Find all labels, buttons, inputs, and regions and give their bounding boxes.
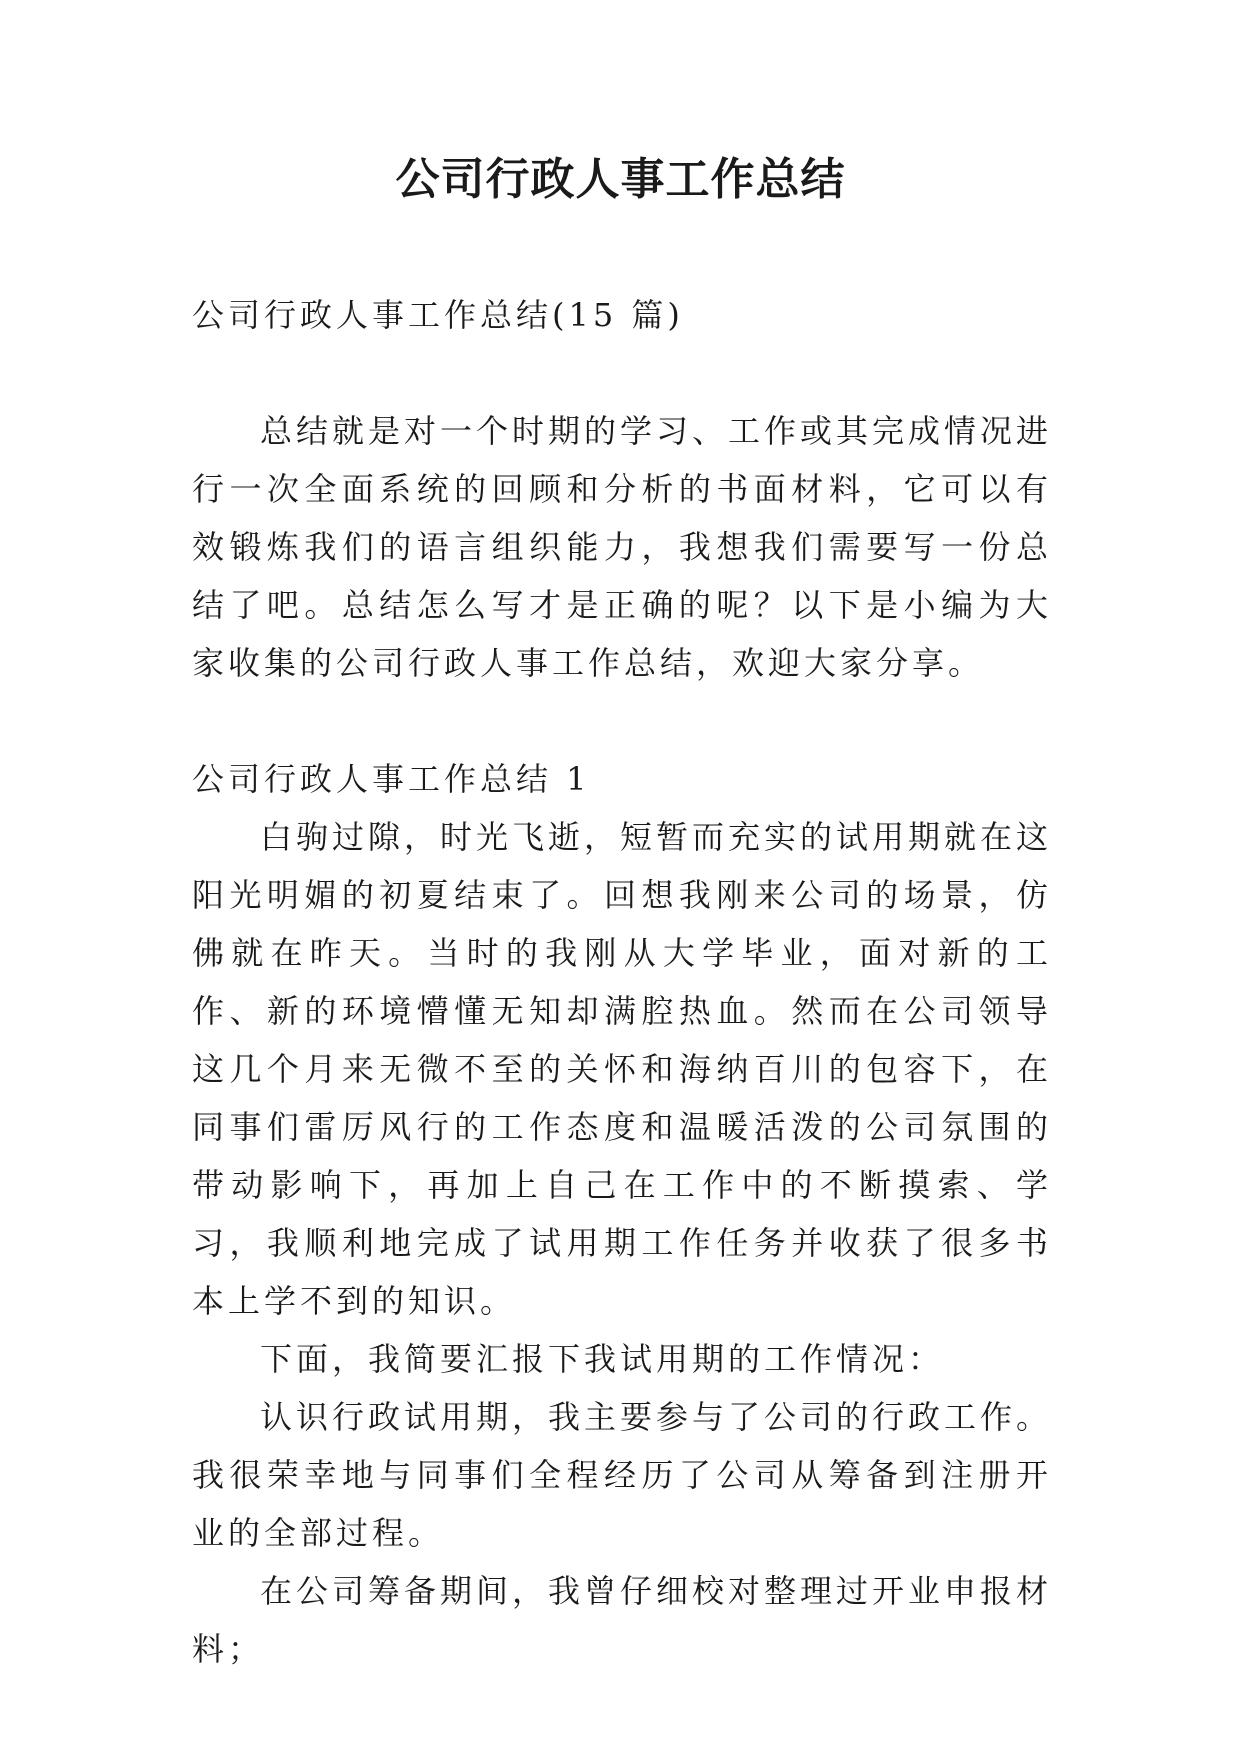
intro-paragraph: 总结就是对一个时期的学习、工作或其完成情况进行一次全面系统的回顾和分析的书面材料，它可以有效锻炼我们的语言组织能力，我想我们需要写一份总结了吧。总结怎么写才是正确的呢？以下是小编为大家收集的公司行政人事工作总结，欢迎大家分享。 [192, 412, 1053, 682]
section1-paragraph-2: 下面，我简要汇报下我试用期的工作情况： [260, 1340, 945, 1378]
section1-paragraph-4: 在公司筹备期间，我曾仔细校对整理过开业申报材料； [192, 1572, 1053, 1668]
document-subtitle: 公司行政人事工作总结(15 篇) [192, 296, 684, 334]
document-body [192, 286, 1052, 1678]
section-heading-1: 公司行政人事工作总结 1 [192, 760, 591, 798]
section1-paragraph-3: 认识行政试用期，我主要参与了公司的行政工作。我很荣幸地与同事们全程经历了公司从筹备到注册开业的全部过程。 [192, 1398, 1053, 1552]
section1-paragraph-1: 白驹过隙，时光飞逝，短暂而充实的试用期就在这阳光明媚的初夏结束了。回想我刚来公司的场景，仿佛就在昨天。当时的我刚从大学毕业，面对新的工作、新的环境懵懂无知却满腔热血。然而在公司领导这几个月来无微不至的关怀和海纳百川的包容下，在同事们雷厉风行的工作态度和温暖活泼的公司氛围的带动影响下，再加上自己在工作中的不断摸索、学习，我顺利地完成了试用期工作任务并收获了很多书本上学不到的知识。 [192, 818, 1053, 1320]
document-title: 公司行政人事工作总结 [395, 154, 846, 205]
